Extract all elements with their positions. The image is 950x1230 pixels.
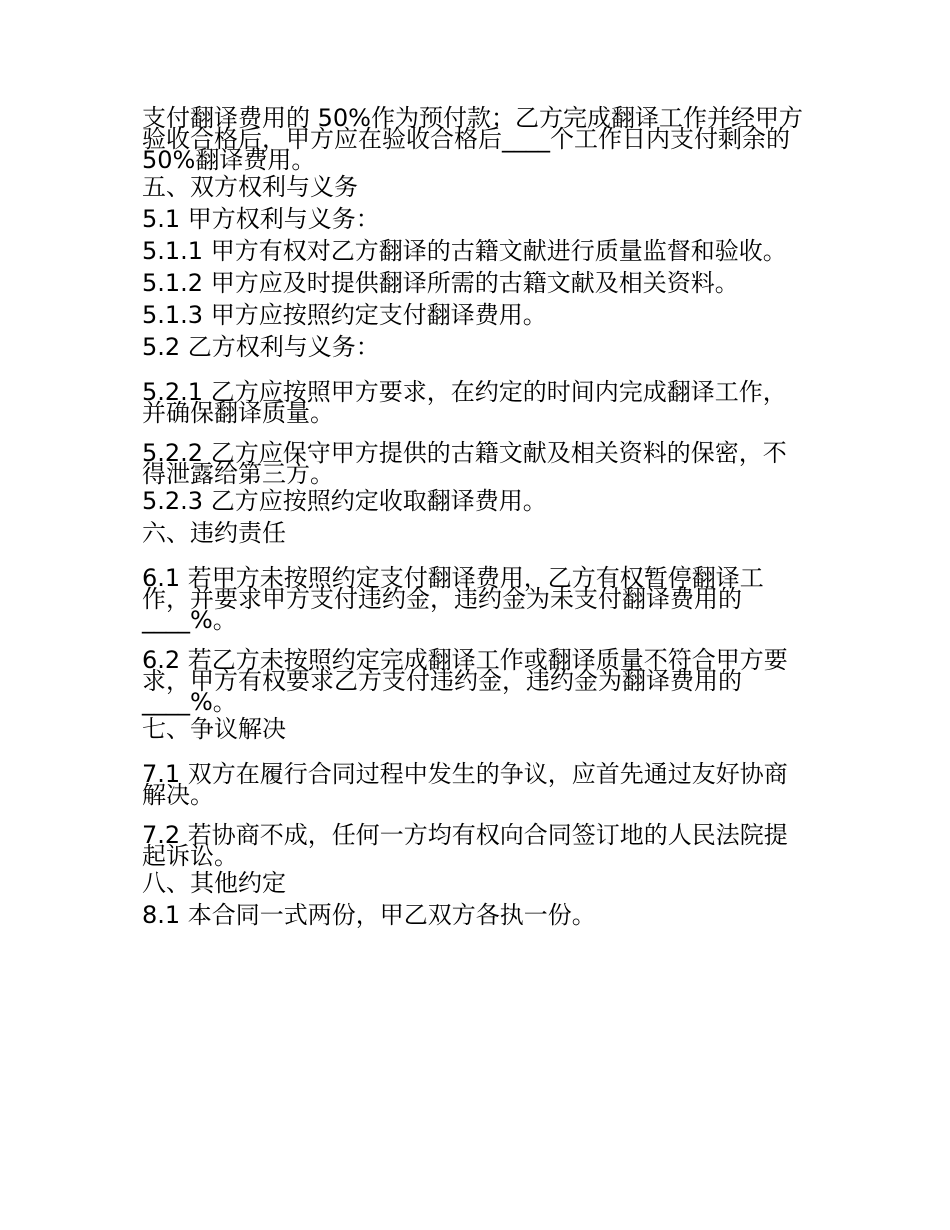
- clause-7-1: 7.1 双方在履行合同过程中发生的争议，应首先通过友好协商解决。: [142, 760, 788, 809]
- heading-breach-liability: 六、违约责任: [142, 519, 286, 547]
- heading-rights-obligations: 五、双方权利与义务: [142, 173, 358, 201]
- clause-5-1-1: 5.1.1 甲方有权对乙方翻译的古籍文献进行质量监督和验收。: [142, 237, 787, 265]
- clause-5-1-2: 5.1.2 甲方应及时提供翻译所需的古籍文献及相关资料。: [142, 269, 739, 297]
- clause-5-2: 5.2 乙方权利与义务：: [142, 333, 380, 361]
- clause-8-1: 8.1 本合同一式两份，甲乙双方各执一份。: [142, 901, 596, 929]
- clause-5-2-2: 5.2.2 乙方应保守甲方提供的古籍文献及相关资料的保密，不得泄露给第三方。: [142, 439, 787, 488]
- clause-6-1: 6.1 若甲方未按照约定支付翻译费用，乙方有权暂停翻译工作，并要求甲方支付违约金，违约金为未支付翻译费用的____%。: [142, 564, 764, 634]
- clause-5-2-1: 5.2.1 乙方应按照甲方要求，在约定的时间内完成翻译工作，并确保翻译质量。: [142, 378, 787, 427]
- document-page: [142, 104, 810, 931]
- clause-5-1: 5.1 甲方权利与义务：: [142, 205, 380, 233]
- heading-other-provisions: 八、其他约定: [142, 869, 286, 897]
- clause-6-2: 6.2 若乙方未按照约定完成翻译工作或翻译质量不符合甲方要求，甲方有权要求乙方支付违约金，违约金为翻译费用的____%。: [142, 646, 788, 716]
- clause-7-2: 7.2 若协商不成，任何一方均有权向合同签订地的人民法院提起诉讼。: [142, 821, 788, 870]
- paragraph-payment-terms: 支付翻译费用的 50%作为预付款；乙方完成翻译工作并经甲方验收合格后，甲方应在验收合格后____个工作日内支付剩余的 50%翻译费用。: [142, 104, 803, 174]
- heading-dispute-resolution: 七、争议解决: [142, 715, 286, 743]
- clause-5-2-3: 5.2.3 乙方应按照约定收取翻译费用。: [142, 487, 547, 515]
- clause-5-1-3: 5.1.3 甲方应按照约定支付翻译费用。: [142, 301, 547, 329]
